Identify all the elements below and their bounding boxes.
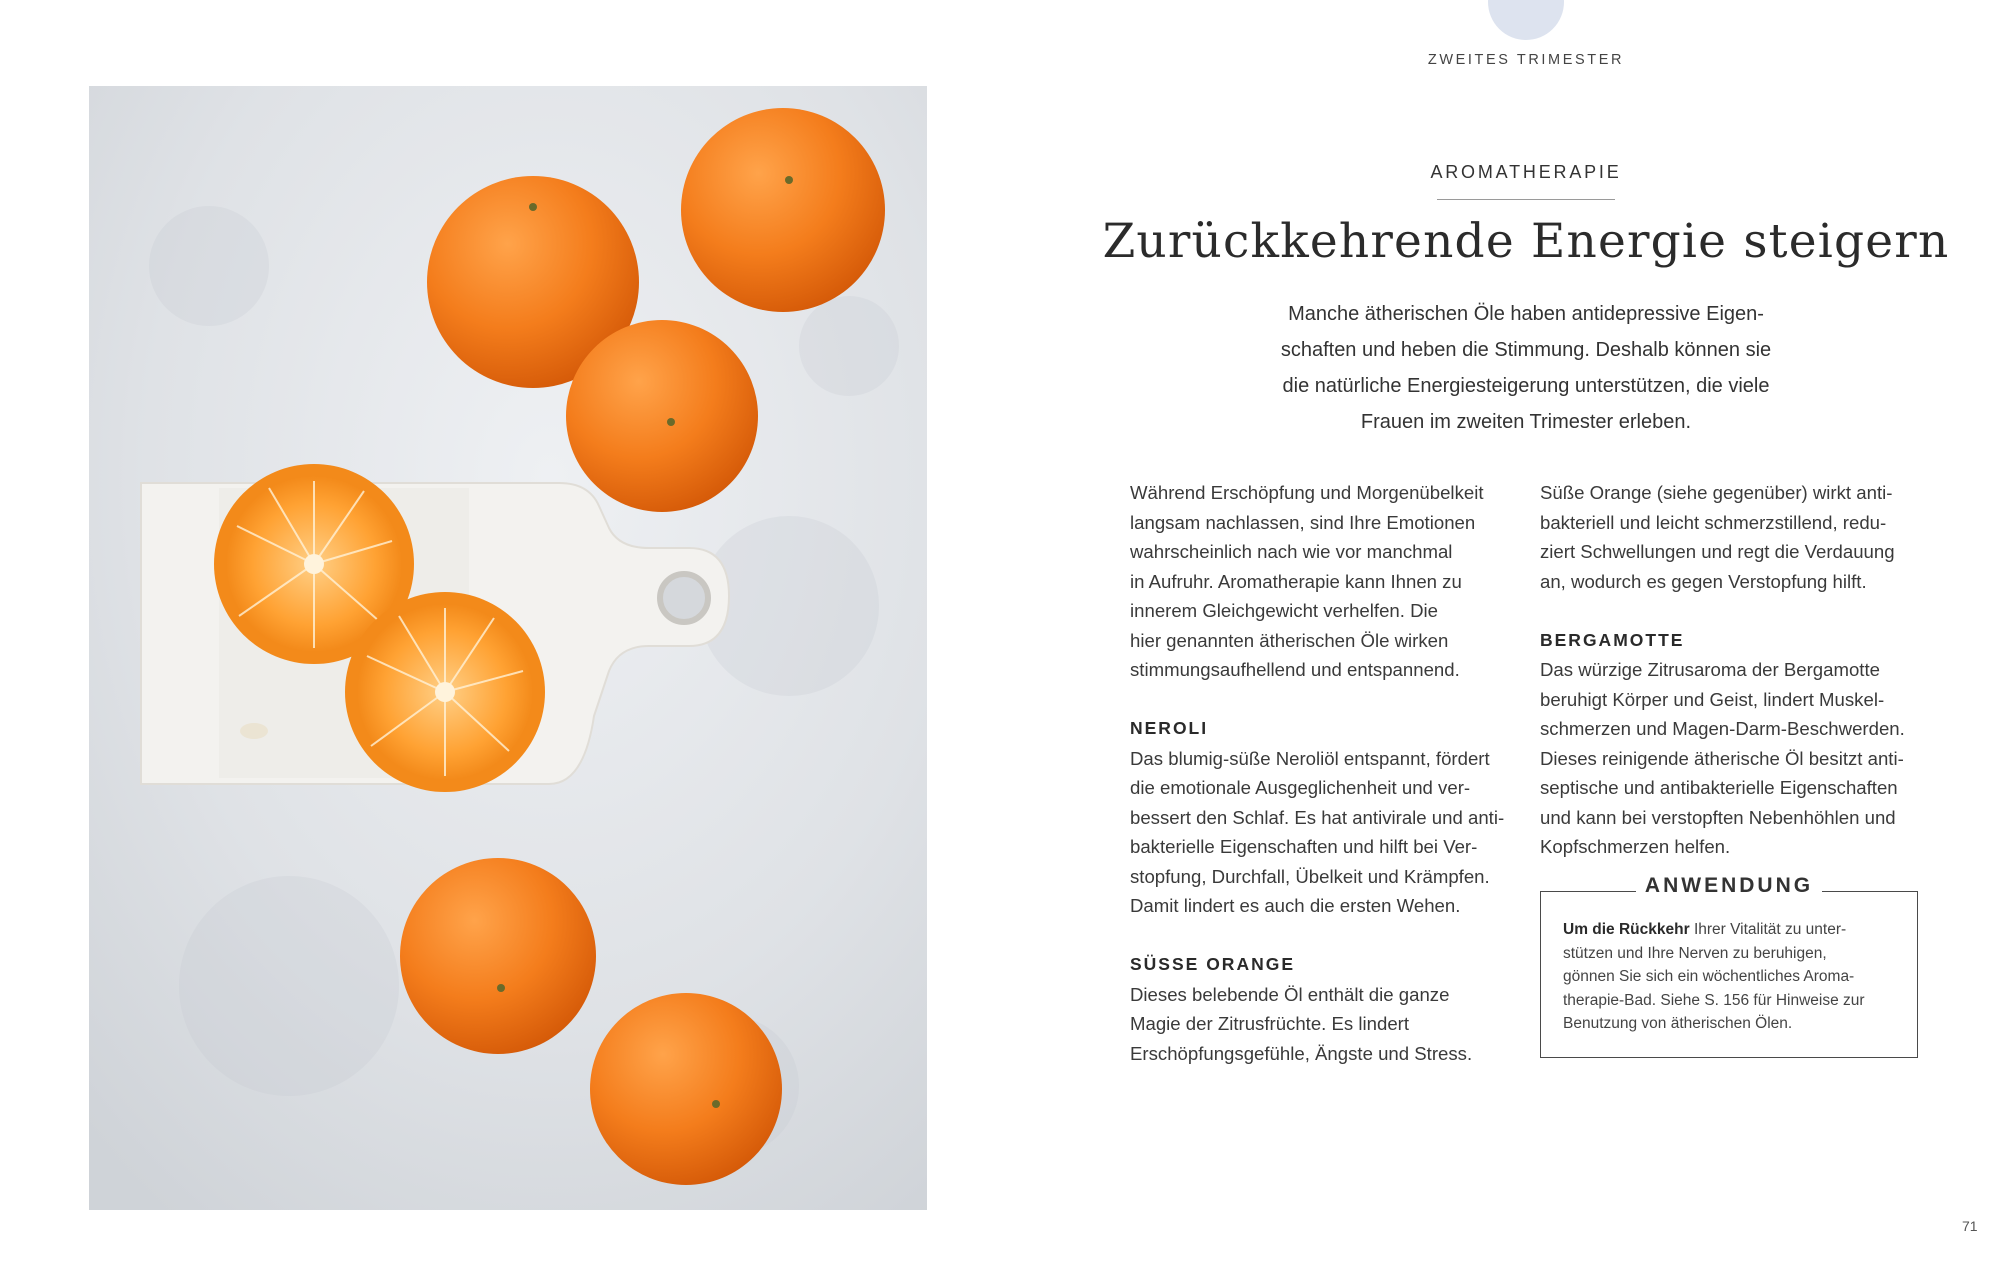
body-line: und kann bei verstopften Nebenhöhlen und	[1540, 806, 1896, 828]
body-line: langsam nachlassen, sind Ihre Emotionen	[1130, 511, 1476, 533]
body-line: stopfung, Durchfall, Übelkeit und Krämpfen.	[1130, 865, 1490, 887]
box-lead-bold: Um die Rückkehr	[1563, 921, 1690, 938]
orange-whole-5	[590, 993, 782, 1185]
lead-line: schaften und heben die Stimmung. Deshalb können sie	[1280, 339, 1772, 361]
orange-whole-3	[566, 320, 758, 512]
section-kicker: AROMATHERAPIE	[1430, 162, 1622, 182]
box-line: Benutzung von ätherischen Ölen.	[1563, 1015, 1793, 1032]
body-line: Erschöpfungsgefühle, Ängste und Stress.	[1130, 1042, 1473, 1064]
body-line: bessert den Schlaf. Es hat antivirale und anti-	[1130, 806, 1505, 828]
orange-half-2	[345, 592, 545, 792]
body-line: schmerzen und Magen-Darm-Beschwerden.	[1540, 718, 1905, 739]
body-line: Damit lindert es auch die ersten Wehen.	[1130, 895, 1461, 916]
anwendung-box-text	[1563, 918, 1903, 1036]
box-line: stützen und Ihre Nerven zu beruhigen,	[1563, 944, 1827, 962]
body-line: bakteriell und leicht schmerzstillend, redu-	[1540, 511, 1887, 533]
photo-oranges	[89, 86, 927, 1210]
page-number: 71	[1962, 1218, 1978, 1234]
body-line: innerem Gleichgewicht verhelfen. Die	[1130, 600, 1438, 621]
page-title: Zurückkehrende Energie steigern	[1102, 214, 1950, 269]
lead-line: die natürliche Energiesteigerung unterstützen, die viele	[1282, 375, 1770, 397]
body-line: hier genannten ätherischen Öle wirken	[1130, 629, 1449, 651]
body-line: Dieses belebende Öl enthält die ganze	[1130, 983, 1450, 1005]
body-line: Süße Orange (siehe gegenüber) wirkt anti-	[1540, 482, 1893, 503]
body-line: beruhigt Körper und Geist, lindert Muskel-	[1540, 688, 1885, 710]
anwendung-box-title: ANWENDUNG	[1636, 874, 1822, 898]
body-line: Kopfschmerzen helfen.	[1540, 836, 1731, 857]
body-line: septische und antibakterielle Eigenschaften	[1540, 777, 1898, 798]
box-line-rest: Ihrer Vitalität zu unter-	[1689, 921, 1847, 938]
body-line: Dieses reinigende ätherische Öl besitzt anti-	[1540, 747, 1904, 769]
lead-paragraph	[1240, 296, 1812, 440]
kicker-rule	[1437, 199, 1615, 200]
text-column-right	[1540, 478, 1930, 862]
body-line: an, wodurch es gegen Verstopfung hilft.	[1540, 570, 1867, 592]
heading-neroli: NEROLI	[1130, 718, 1209, 738]
text-column-left	[1130, 478, 1520, 1068]
body-line: ziert Schwellungen und regt die Verdauung	[1540, 541, 1895, 562]
box-line: gönnen Sie sich ein wöchentliches Aroma-	[1563, 968, 1855, 985]
orange-whole-2	[681, 108, 885, 312]
body-line: die emotionale Ausgeglichenheit und ver-	[1130, 777, 1471, 798]
body-line: stimmungsaufhellend und entspannend.	[1130, 659, 1460, 680]
heading-bergamotte: BERGAMOTTE	[1540, 629, 1685, 650]
body-line: bakterielle Eigenschaften und hilft bei Ver-	[1130, 836, 1478, 857]
heading-suesse-orange: SÜSSE ORANGE	[1130, 954, 1295, 974]
lead-line: Manche ätherischen Öle haben antidepressive Eigen-	[1288, 303, 1764, 325]
body-line: Während Erschöpfung und Morgenübelkeit	[1130, 482, 1484, 503]
box-line	[1563, 918, 1903, 942]
orange-whole-4	[400, 858, 596, 1054]
body-line: Das würzige Zitrusaroma der Bergamotte	[1540, 659, 1880, 680]
running-head: ZWEITES TRIMESTER	[1427, 52, 1625, 68]
chapter-tab-circle	[1488, 0, 1564, 40]
body-line: Magie der Zitrusfrüchte. Es lindert	[1130, 1013, 1410, 1034]
lead-line: Frauen im zweiten Trimester erleben.	[1360, 411, 1692, 433]
box-line: therapie-Bad. Siehe S. 156 für Hinweise zur	[1563, 991, 1865, 1009]
body-line: Das blumig-süße Neroliöl entspannt, fördert	[1130, 747, 1490, 769]
body-line: in Aufruhr. Aromatherapie kann Ihnen zu	[1130, 570, 1462, 592]
body-line: wahrscheinlich nach wie vor manchmal	[1130, 541, 1453, 562]
